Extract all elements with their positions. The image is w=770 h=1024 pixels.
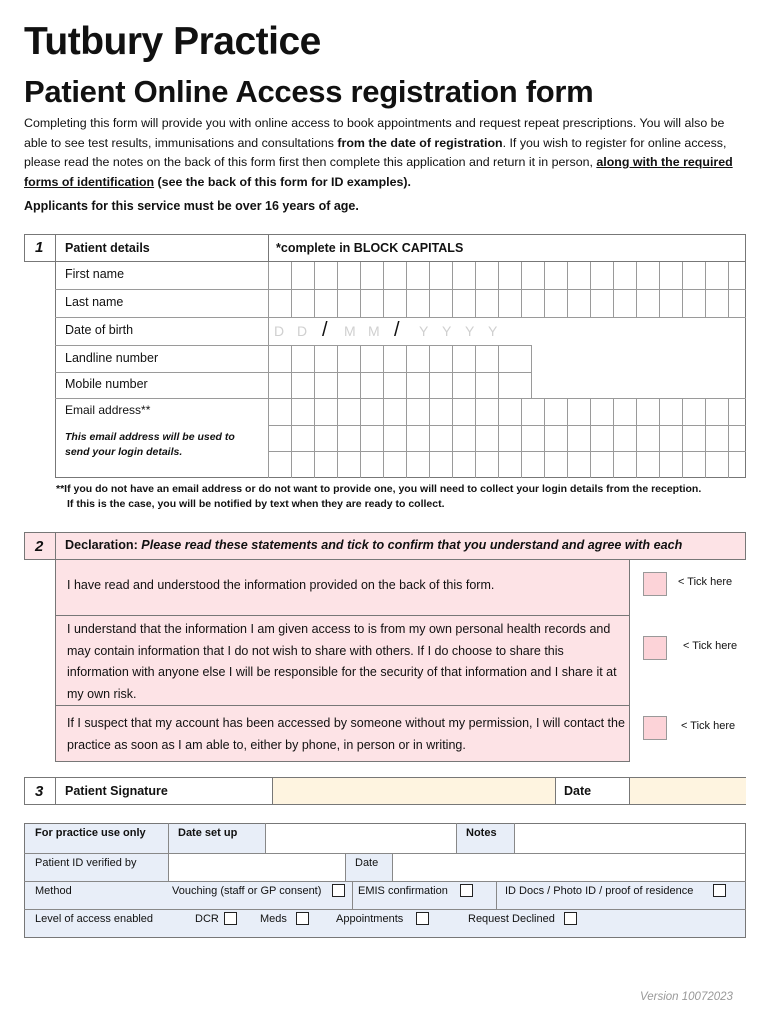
email-note: This email address will be used to send your login details.	[65, 431, 235, 458]
date-label: Date	[564, 784, 592, 798]
tick-here-label-3: < Tick here	[681, 720, 736, 732]
id-docs-label: ID Docs / Photo ID / proof of residence	[505, 885, 694, 897]
section2-number: 2	[35, 538, 44, 555]
signature-input[interactable]	[272, 778, 556, 804]
id-docs-checkbox[interactable]	[713, 884, 726, 897]
tick-here-label-2: < Tick here	[683, 640, 738, 652]
last-name-input[interactable]	[268, 289, 746, 317]
tick-here-label-1: < Tick here	[678, 576, 733, 588]
verified-by-input[interactable]	[169, 854, 345, 881]
section1-number: 1	[35, 239, 44, 256]
signature-label: Patient Signature	[65, 784, 168, 798]
intro-paragraph: Completing this form will provide you with online access to book appointments and request repeat prescriptions. You will also be able to see test results, immunisations and consultations from the date of registration. If you wish to register for online access, please read the notes on the back of this form first then complete this application and return it in person, along with the required forms of identification (see the back of this form for ID examples).	[24, 116, 733, 189]
verified-date-input[interactable]	[393, 854, 745, 881]
vouching-label: Vouching (staff or GP consent)	[172, 885, 322, 897]
meds-label: Meds	[260, 913, 287, 925]
notes-label: Notes	[466, 827, 497, 839]
age-requirement: Applicants for this service must be over 16 years of age.	[24, 199, 359, 213]
dcr-checkbox[interactable]	[224, 912, 237, 925]
date-set-up-input[interactable]	[266, 824, 456, 853]
request-declined-checkbox[interactable]	[564, 912, 577, 925]
email-footnote-1: **If you do not have an email address or do not want to provide one, you will need to collect your login details from the reception.	[56, 483, 702, 495]
statement-1: I have read and understood the information provided on the back of this form.	[55, 560, 630, 616]
dcr-label: DCR	[195, 913, 219, 925]
form-title: Patient Online Access registration form	[24, 74, 594, 109]
tick-box-3[interactable]	[643, 716, 667, 740]
dob-label: Date of birth	[65, 323, 134, 337]
landline-label: Landline number	[65, 351, 159, 365]
appointments-checkbox[interactable]	[416, 912, 429, 925]
practice-name: Tutbury Practice	[24, 20, 321, 63]
statement-3: If I suspect that my account has been accessed by someone without my permission, I will contact the practice as soon as I am able to, either by phone, in person or in writing.	[55, 706, 630, 762]
signature-date-input[interactable]	[629, 778, 746, 804]
method-label: Method	[35, 885, 72, 897]
landline-input[interactable]	[268, 345, 531, 372]
tick-box-2[interactable]	[643, 636, 667, 660]
emis-checkbox[interactable]	[460, 884, 473, 897]
mobile-label: Mobile number	[65, 377, 148, 391]
emis-label: EMIS confirmation	[358, 885, 448, 897]
appointments-label: Appointments	[336, 913, 404, 925]
block-capitals-note: *complete in BLOCK CAPITALS	[276, 241, 464, 255]
request-declined-label: Request Declined	[468, 913, 555, 925]
tick-box-1[interactable]	[643, 572, 667, 596]
declaration-title: Declaration: Please read these statements and tick to confirm that you understand and agree with each	[65, 538, 683, 552]
dob-input[interactable]: D D / M M / Y Y Y Y	[274, 319, 498, 341]
statement-2: I understand that the information I am given access to is from my own personal health records and may contain information that I do not wish to share with others. If I do choose to share this information with anyone else I will be responsible for the security of that information and I share it at my own risk.	[55, 616, 630, 706]
email-input[interactable]	[268, 398, 746, 478]
mobile-input[interactable]	[268, 372, 531, 398]
meds-checkbox[interactable]	[296, 912, 309, 925]
access-level-label: Level of access enabled	[35, 913, 154, 925]
practice-use-heading: For practice use only	[35, 827, 146, 839]
vouching-checkbox[interactable]	[332, 884, 345, 897]
section3-number: 3	[35, 783, 44, 800]
verified-date-label: Date	[355, 857, 379, 869]
section1-title: Patient details	[65, 241, 150, 255]
notes-input[interactable]	[515, 824, 745, 853]
date-set-up-label: Date set up	[178, 827, 238, 839]
patient-id-verified-label: Patient ID verified by	[35, 857, 137, 869]
first-name-input[interactable]	[268, 262, 746, 289]
last-name-label: Last name	[65, 295, 124, 309]
email-label: Email address**	[65, 403, 151, 417]
version-label: Version 10072023	[640, 991, 733, 1003]
first-name-label: First name	[65, 267, 125, 281]
email-footnote-2: If this is the case, you will be notified by text when they are ready to collect.	[67, 498, 445, 510]
